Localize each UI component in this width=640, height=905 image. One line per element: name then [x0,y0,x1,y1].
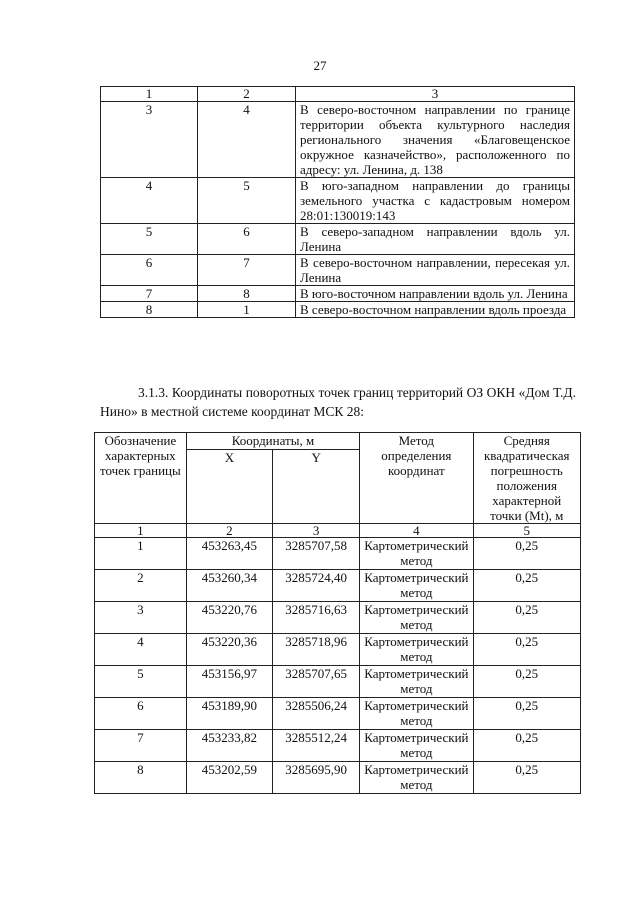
header-coordinates: Координаты, м [186,433,359,450]
coord-y: 3285506,24 [273,698,360,730]
route-from: 4 [101,178,198,224]
route-to: 4 [198,102,296,178]
header-error: Средняя квадратическая погрешность положения характерной точки (Mt), м [473,433,581,524]
route-description: В юго-восточном направлении вдоль ул. Ленина [296,286,575,302]
error-value: 0,25 [473,602,581,634]
coord-y: 3285718,96 [273,634,360,666]
route-header-col3: 3 [296,87,575,102]
error-value: 0,25 [473,570,581,602]
method: Картометрический метод [360,762,473,794]
method: Картометрический метод [360,698,473,730]
point-id: 4 [95,634,187,666]
route-table [100,86,575,318]
route-from: 6 [101,255,198,286]
route-to: 7 [198,255,296,286]
section-heading-paragraph: 3.1.3. Координаты поворотных точек границ территорий ОЗ ОКН «Дом Т.Д. Нино» в местной системе координат МСК 28: [100,385,576,419]
route-header-col1: 1 [101,87,198,102]
coord-y: 3285724,40 [273,570,360,602]
table-row [95,762,581,794]
route-description: В северо-западном направлении вдоль ул. Ленина [296,224,575,255]
route-to: 1 [198,302,296,318]
method: Картометрический метод [360,634,473,666]
point-id: 3 [95,602,187,634]
table-row [101,286,575,302]
route-from: 8 [101,302,198,318]
column-number: 1 [95,524,187,538]
error-value: 0,25 [473,730,581,762]
table-row [101,224,575,255]
route-description: В северо-восточном направлении, пересекая ул. Ленина [296,255,575,286]
point-id: 7 [95,730,187,762]
route-to: 6 [198,224,296,255]
coord-x: 453220,76 [186,602,272,634]
point-id: 5 [95,666,187,698]
route-table-header-row [101,87,575,102]
column-number-row [95,524,581,538]
column-number: 2 [186,524,272,538]
route-from: 5 [101,224,198,255]
error-value: 0,25 [473,634,581,666]
coord-x: 453156,97 [186,666,272,698]
coord-x: 453263,45 [186,538,272,570]
table-row [95,698,581,730]
error-value: 0,25 [473,698,581,730]
error-value: 0,25 [473,538,581,570]
route-description: В юго-западном направлении до границы земельного участка с кадастровым номером 28:01:130019:143 [296,178,575,224]
method: Картометрический метод [360,538,473,570]
column-number: 5 [473,524,581,538]
route-from: 7 [101,286,198,302]
coord-y: 3285695,90 [273,762,360,794]
table-row [95,730,581,762]
header-y: Y [273,449,360,523]
table-row [101,178,575,224]
coord-x: 453202,59 [186,762,272,794]
route-to: 5 [198,178,296,224]
table-row [95,634,581,666]
table-row [101,102,575,178]
method: Картометрический метод [360,570,473,602]
table-row [95,570,581,602]
route-to: 8 [198,286,296,302]
coord-x: 453189,90 [186,698,272,730]
point-id: 1 [95,538,187,570]
error-value: 0,25 [473,762,581,794]
route-description: В северо-восточном направлении вдоль проезда [296,302,575,318]
page-number: 27 [313,58,327,73]
coord-y: 3285512,24 [273,730,360,762]
point-id: 8 [95,762,187,794]
table-row [95,602,581,634]
coordinates-table [94,432,581,794]
coord-y: 3285707,65 [273,666,360,698]
coord-x: 453260,34 [186,570,272,602]
header-designation: Обозначение характерных точек границы [95,433,187,524]
point-id: 2 [95,570,187,602]
column-number: 3 [273,524,360,538]
route-header-col2: 2 [198,87,296,102]
table-row [95,538,581,570]
route-description: В северо-восточном направлении по границе территории объекта культурного наследия регионального значения «Благовещенское окружное казначейство», расположенного по адресу: ул. Ленина, д. 138 [296,102,575,178]
point-id: 6 [95,698,187,730]
column-number: 4 [360,524,473,538]
coord-y: 3285716,63 [273,602,360,634]
method: Картометрический метод [360,730,473,762]
coord-y: 3285707,58 [273,538,360,570]
coord-x: 453233,82 [186,730,272,762]
header-method: Метод определения координат [360,433,473,524]
coord-x: 453220,36 [186,634,272,666]
error-value: 0,25 [473,666,581,698]
table-row [95,666,581,698]
method: Картометрический метод [360,602,473,634]
header-x: X [186,449,272,523]
table-row [101,255,575,286]
route-from: 3 [101,102,198,178]
method: Картометрический метод [360,666,473,698]
coord-header-row [95,433,581,450]
table-row [101,302,575,318]
